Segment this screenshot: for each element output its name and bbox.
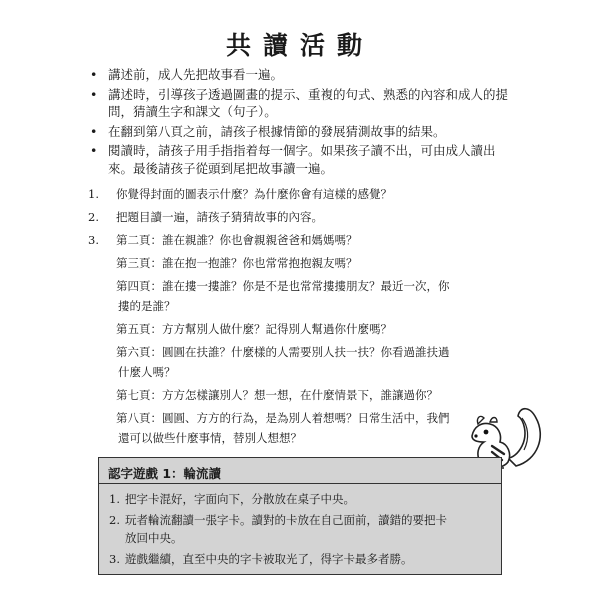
question-item: 1. 你覺得封面的圖表示什麼？為什麼你會有這樣的感覺？ xyxy=(88,187,392,201)
bullet-item: • 講述前，成人先把故事看一遍。 xyxy=(90,67,284,82)
divider xyxy=(99,483,501,484)
game-rule: 2. 玩者輪流翻讀一張字卡。讀對的卡放在自己面前，讀錯的要把卡 放回中央。 xyxy=(109,513,447,545)
page-question: 第五頁：方方幫別人做什麼？記得別人幫過你什麼嗎？ xyxy=(116,322,392,336)
page-question: 第六頁：圓圓在扶誰？什麼樣的人需要別人扶一扶？你看過誰扶過 什麼人嗎？ xyxy=(116,345,450,379)
game-rule: 3. 遊戲繼續，直至中央的字卡被取光了，得字卡最多者勝。 xyxy=(109,552,413,566)
page-question: 第二頁：誰在親誰？你也會親親爸爸和媽媽嗎？ xyxy=(116,233,358,247)
guidance-bullet-list xyxy=(86,66,516,180)
bullet-item: • 閱讀時，請孩子用手指指着每一個字。如果孩子讀不出，可由成人讀出來。最後請孩子從頭到尾把故事讀一遍。 xyxy=(90,143,496,176)
page-question: 第四頁：誰在摟一摟誰？你是不是也常常摟摟朋友？最近一次，你 摟的是誰？ xyxy=(116,279,450,313)
page-question: 第七頁：方方怎樣讓別人？想一想，在什麼情景下，誰讓過你？ xyxy=(116,388,438,402)
page-question: 第八頁：圓圓、方方的行為，是為別人着想嗎？日常生活中，我們 還可以做些什麼事情，替別人想想？ xyxy=(116,411,450,445)
word-game-box xyxy=(98,457,502,575)
bullet-item: • 在翻到第八頁之前，請孩子根據情節的發展猜測故事的結果。 xyxy=(90,123,446,139)
game-rule-list xyxy=(109,490,489,571)
page-question: 第三頁：誰在抱一抱誰？你也常常抱抱親友嗎？ xyxy=(116,256,358,270)
question-item: 2. 把題目讀一遍，請孩子猜猜故事的內容。 xyxy=(88,210,323,224)
game-rule: 1. 把字卡混好，字面向下，分散放在桌子中央。 xyxy=(109,492,355,506)
bullet-dot-icon: • xyxy=(90,123,98,139)
bullet-dot-icon: • xyxy=(90,143,98,159)
bullet-dot-icon: • xyxy=(90,67,98,82)
bullet-dot-icon: • xyxy=(90,86,98,102)
question-item: 3. 第二頁：誰在親誰？你也會親親爸爸和媽媽嗎？ 第三頁：誰在抱一抱誰？你也常常抱抱親友嗎？ 第四頁：誰在摟一摟誰？你是不是也常常摟摟朋友？最近一次，你 摟的是誰？ 第五頁：方方幫別人做什麼？記得別人幫過你什麼嗎？ 第六頁：圓圓在扶誰？什麼樣的人需要別人扶一扶？你看過誰扶過 什麼人嗎？ 第七頁：方方怎樣讓別人？想一想，在什麼情景下，誰讓過你？ 第八頁：圓圓、方方的行為，是為別人着想嗎？日常生活中，我們 還可以做些什麼事情，替別人想想？ xyxy=(88,230,528,448)
game-title: 認字遊戲 1：輪流讀 xyxy=(108,466,222,481)
bullet-item: • 講述時，引導孩子透過圖畫的提示、重複的句式、熟悉的內容和成人的提問，猜讀生字和課文（句子）。 xyxy=(90,86,509,120)
page-title: 共讀活動 xyxy=(225,31,374,60)
